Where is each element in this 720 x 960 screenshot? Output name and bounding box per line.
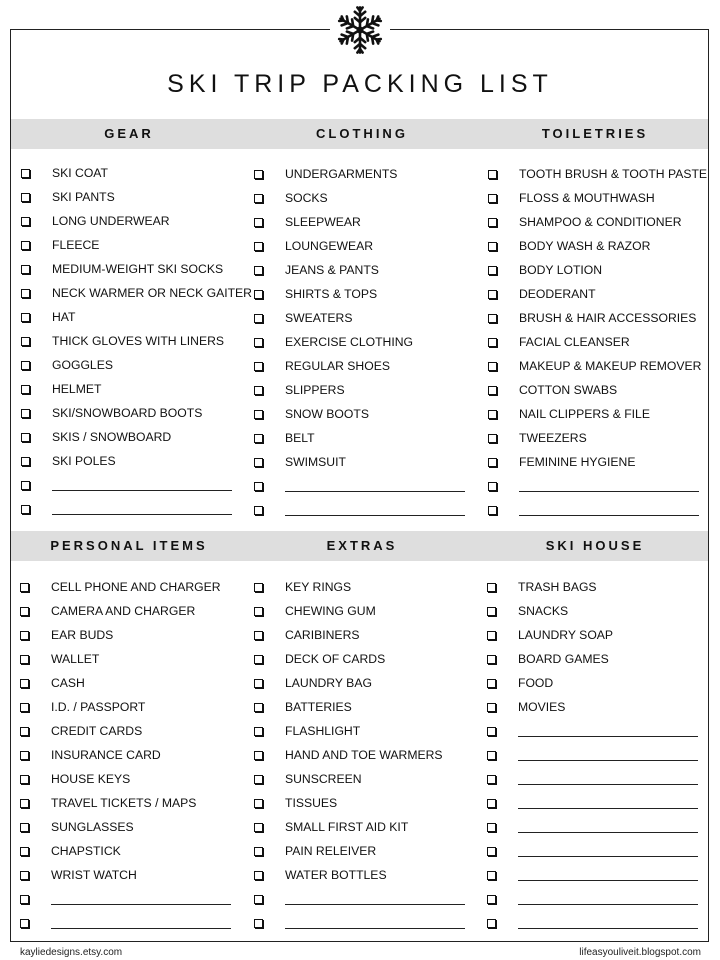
checklist-item-label: JEANS & PANTS bbox=[285, 263, 379, 277]
checklist-item[interactable] bbox=[20, 743, 250, 767]
section-heading-personal-items: PERSONAL ITEMS bbox=[50, 538, 208, 553]
checkbox-icon[interactable] bbox=[254, 242, 263, 251]
checkbox-icon[interactable] bbox=[488, 410, 497, 419]
checklist-item-label: WALLET bbox=[51, 652, 100, 666]
section-heading-extras: EXTRAS bbox=[326, 538, 398, 553]
blank-checklist-item[interactable] bbox=[487, 887, 717, 911]
checkbox-icon[interactable] bbox=[20, 655, 29, 664]
checklist-item-label: LAUNDRY BAG bbox=[285, 676, 372, 690]
checklist-item-label: WATER BOTTLES bbox=[285, 868, 387, 882]
checklist-item-label: CHEWING GUM bbox=[285, 604, 376, 618]
checklist-item[interactable] bbox=[254, 234, 484, 258]
ski-house-list bbox=[487, 575, 717, 935]
checklist-item-label: FEMININE HYGIENE bbox=[519, 455, 636, 469]
checkbox-icon[interactable] bbox=[21, 193, 30, 202]
checklist-item-label: SKI POLES bbox=[52, 454, 116, 468]
checkbox-icon[interactable] bbox=[254, 386, 263, 395]
checkbox-icon[interactable] bbox=[487, 679, 496, 688]
write-in-line[interactable] bbox=[285, 504, 465, 516]
checkbox-icon[interactable] bbox=[254, 799, 263, 808]
checkbox-icon[interactable] bbox=[488, 314, 497, 323]
blank-checklist-item[interactable] bbox=[21, 497, 251, 521]
write-in-line[interactable] bbox=[51, 893, 231, 905]
checkbox-icon[interactable] bbox=[254, 338, 263, 347]
checklist-item-label: EAR BUDS bbox=[51, 628, 114, 642]
checkbox-icon[interactable] bbox=[254, 703, 263, 712]
blank-checklist-item[interactable] bbox=[254, 887, 484, 911]
checkbox-icon[interactable] bbox=[21, 337, 30, 346]
checklist-item-label: BODY LOTION bbox=[519, 263, 603, 277]
write-in-line[interactable] bbox=[518, 773, 698, 785]
checklist-item-label: TRASH BAGS bbox=[518, 580, 597, 594]
checkbox-icon[interactable] bbox=[254, 607, 263, 616]
blank-checklist-item[interactable] bbox=[487, 719, 717, 743]
checkbox-icon[interactable] bbox=[21, 385, 30, 394]
blank-checklist-item[interactable] bbox=[487, 863, 717, 887]
gear-list bbox=[21, 161, 251, 521]
blank-checklist-item[interactable] bbox=[254, 911, 484, 935]
blank-checklist-item[interactable] bbox=[254, 498, 484, 522]
checkbox-icon[interactable] bbox=[487, 751, 496, 760]
checklist-item-label: BODY WASH & RAZOR bbox=[519, 239, 651, 253]
page-title: SKI TRIP PACKING LIST bbox=[167, 70, 553, 98]
checklist-item-label: EXERCISE CLOTHING bbox=[285, 335, 413, 349]
checkbox-icon[interactable] bbox=[487, 895, 496, 904]
clothing-list bbox=[254, 162, 484, 522]
checkbox-icon[interactable] bbox=[487, 871, 496, 880]
checklist-item[interactable] bbox=[20, 647, 250, 671]
checkbox-icon[interactable] bbox=[254, 290, 263, 299]
blank-checklist-item[interactable] bbox=[20, 887, 250, 911]
checklist-item-label: I.D. / PASSPORT bbox=[51, 700, 146, 714]
checklist-item[interactable] bbox=[487, 671, 717, 695]
checkbox-icon[interactable] bbox=[487, 655, 496, 664]
checklist-item-label: BATTERIES bbox=[285, 700, 352, 714]
write-in-line[interactable] bbox=[518, 869, 698, 881]
checklist-item[interactable] bbox=[487, 647, 717, 671]
checklist-item[interactable] bbox=[21, 353, 251, 377]
checklist-item[interactable] bbox=[488, 186, 718, 210]
checkbox-icon[interactable] bbox=[488, 482, 497, 491]
checklist-item[interactable] bbox=[488, 234, 718, 258]
checklist-item-label: CREDIT CARDS bbox=[51, 724, 143, 738]
checklist-item[interactable] bbox=[488, 378, 718, 402]
checklist-item[interactable] bbox=[254, 575, 484, 599]
blank-checklist-item[interactable] bbox=[487, 743, 717, 767]
checkbox-icon[interactable] bbox=[21, 361, 30, 370]
checkbox-icon[interactable] bbox=[20, 823, 29, 832]
write-in-line[interactable] bbox=[52, 503, 232, 515]
write-in-line[interactable] bbox=[518, 821, 698, 833]
checklist-item-label: BOARD GAMES bbox=[518, 652, 609, 666]
checkbox-icon[interactable] bbox=[254, 631, 263, 640]
checklist-item[interactable] bbox=[20, 575, 250, 599]
checklist-item-label: SMALL FIRST AID KIT bbox=[285, 820, 409, 834]
checklist-item-label: FLEECE bbox=[52, 238, 100, 252]
checkbox-icon[interactable] bbox=[254, 919, 263, 928]
checkbox-icon[interactable] bbox=[21, 265, 30, 274]
section-heading-ski-house: SKI HOUSE bbox=[545, 538, 645, 553]
checkbox-icon[interactable] bbox=[254, 775, 263, 784]
checkbox-icon[interactable] bbox=[21, 217, 30, 226]
checklist-item[interactable] bbox=[254, 647, 484, 671]
checklist-item[interactable] bbox=[488, 258, 718, 282]
blank-checklist-item[interactable] bbox=[20, 911, 250, 935]
checkbox-icon[interactable] bbox=[20, 607, 29, 616]
checkbox-icon[interactable] bbox=[20, 919, 29, 928]
checkbox-icon[interactable] bbox=[20, 847, 29, 856]
checklist-item[interactable] bbox=[20, 815, 250, 839]
checklist-item-label: UNDERGARMENTS bbox=[285, 167, 398, 181]
checkbox-icon[interactable] bbox=[21, 505, 30, 514]
checklist-item-label: COTTON SWABS bbox=[519, 383, 618, 397]
checkbox-icon[interactable] bbox=[254, 727, 263, 736]
checkbox-icon[interactable] bbox=[20, 751, 29, 760]
checklist-item-label: WRIST WATCH bbox=[51, 868, 137, 882]
footer-right-credit: lifeasyouliveit.blogspot.com bbox=[579, 947, 701, 958]
blank-checklist-item[interactable] bbox=[487, 767, 717, 791]
checklist-item-label: SNACKS bbox=[518, 604, 569, 618]
checklist-item[interactable] bbox=[20, 839, 250, 863]
checklist-item[interactable] bbox=[20, 863, 250, 887]
checkbox-icon[interactable] bbox=[488, 386, 497, 395]
checkbox-icon[interactable] bbox=[488, 338, 497, 347]
checkbox-icon[interactable] bbox=[487, 607, 496, 616]
checklist-item[interactable] bbox=[254, 210, 484, 234]
checklist-item-label: LOUNGEWEAR bbox=[285, 239, 374, 253]
checklist-item[interactable] bbox=[254, 767, 484, 791]
checkbox-icon[interactable] bbox=[254, 679, 263, 688]
write-in-line[interactable] bbox=[285, 893, 465, 905]
checkbox-icon[interactable] bbox=[487, 847, 496, 856]
checklist-item-label: MOVIES bbox=[518, 700, 566, 714]
checkbox-icon[interactable] bbox=[20, 703, 29, 712]
checklist-item[interactable] bbox=[488, 426, 718, 450]
checkbox-icon[interactable] bbox=[254, 583, 263, 592]
checklist-item[interactable] bbox=[254, 863, 484, 887]
checkbox-icon[interactable] bbox=[488, 170, 497, 179]
checkbox-icon[interactable] bbox=[20, 895, 29, 904]
checklist-item[interactable] bbox=[488, 162, 718, 186]
checklist-item-label: FLASHLIGHT bbox=[285, 724, 361, 738]
checklist-item-label: CASH bbox=[51, 676, 85, 690]
checkbox-icon[interactable] bbox=[488, 242, 497, 251]
checkbox-icon[interactable] bbox=[254, 434, 263, 443]
checklist-item-label: FOOD bbox=[518, 676, 554, 690]
checklist-item[interactable] bbox=[254, 623, 484, 647]
checklist-item[interactable] bbox=[20, 599, 250, 623]
checkbox-icon[interactable] bbox=[488, 458, 497, 467]
checklist-item[interactable] bbox=[20, 695, 250, 719]
checklist-item[interactable] bbox=[21, 449, 251, 473]
checklist-item-label: SKI/SNOWBOARD BOOTS bbox=[52, 406, 203, 420]
checklist-item[interactable] bbox=[21, 161, 251, 185]
checklist-item[interactable] bbox=[254, 695, 484, 719]
checklist-item[interactable] bbox=[254, 282, 484, 306]
checklist-item[interactable] bbox=[20, 767, 250, 791]
checklist-item[interactable] bbox=[21, 425, 251, 449]
checklist-item-label: LAUNDRY SOAP bbox=[518, 628, 614, 642]
checklist-item[interactable] bbox=[21, 209, 251, 233]
checklist-item[interactable] bbox=[21, 233, 251, 257]
checklist-item[interactable] bbox=[254, 378, 484, 402]
checkbox-icon[interactable] bbox=[488, 266, 497, 275]
checklist-item-label: SKI PANTS bbox=[52, 190, 115, 204]
checklist-item[interactable] bbox=[254, 719, 484, 743]
checklist-item-label: BRUSH & HAIR ACCESSORIES bbox=[519, 311, 697, 325]
checklist-item[interactable] bbox=[254, 330, 484, 354]
checkbox-icon[interactable] bbox=[21, 457, 30, 466]
blank-checklist-item[interactable] bbox=[487, 815, 717, 839]
checkbox-icon[interactable] bbox=[20, 583, 29, 592]
checkbox-icon[interactable] bbox=[487, 631, 496, 640]
checklist-item[interactable] bbox=[254, 839, 484, 863]
checklist-item[interactable] bbox=[21, 185, 251, 209]
section-heading-gear: GEAR bbox=[104, 126, 154, 141]
write-in-line[interactable] bbox=[518, 725, 698, 737]
checklist-item[interactable] bbox=[487, 623, 717, 647]
checkbox-icon[interactable] bbox=[21, 289, 30, 298]
checklist-item[interactable] bbox=[488, 354, 718, 378]
checklist-item-label: LONG UNDERWEAR bbox=[52, 214, 170, 228]
checklist-item[interactable] bbox=[254, 450, 484, 474]
checklist-item-label: THICK GLOVES WITH LINERS bbox=[52, 334, 225, 348]
checklist-item-label: CHAPSTICK bbox=[51, 844, 121, 858]
blank-checklist-item[interactable] bbox=[21, 473, 251, 497]
checklist-item[interactable] bbox=[488, 282, 718, 306]
checkbox-icon[interactable] bbox=[254, 823, 263, 832]
checkbox-icon[interactable] bbox=[254, 655, 263, 664]
checklist-item[interactable] bbox=[254, 354, 484, 378]
checkbox-icon[interactable] bbox=[21, 169, 30, 178]
blank-checklist-item[interactable] bbox=[487, 791, 717, 815]
checklist-item-label: FLOSS & MOUTHWASH bbox=[519, 191, 655, 205]
checkbox-icon[interactable] bbox=[20, 631, 29, 640]
checklist-item[interactable] bbox=[21, 257, 251, 281]
checkbox-icon[interactable] bbox=[487, 823, 496, 832]
checkbox-icon[interactable] bbox=[20, 727, 29, 736]
blank-checklist-item[interactable] bbox=[488, 474, 718, 498]
checklist-item[interactable] bbox=[21, 377, 251, 401]
checklist-item[interactable] bbox=[254, 791, 484, 815]
checklist-item[interactable] bbox=[488, 210, 718, 234]
checklist-item-label: BELT bbox=[285, 431, 315, 445]
checkbox-icon[interactable] bbox=[254, 458, 263, 467]
checklist-item[interactable] bbox=[21, 329, 251, 353]
checklist-item[interactable] bbox=[487, 695, 717, 719]
checklist-item-label: INSURANCE CARD bbox=[51, 748, 161, 762]
checklist-item[interactable] bbox=[487, 599, 717, 623]
write-in-line[interactable] bbox=[518, 845, 698, 857]
write-in-line[interactable] bbox=[285, 917, 465, 929]
blank-checklist-item[interactable] bbox=[488, 498, 718, 522]
checkbox-icon[interactable] bbox=[21, 313, 30, 322]
checklist-item-label: CARIBINERS bbox=[285, 628, 360, 642]
write-in-line[interactable] bbox=[285, 480, 465, 492]
write-in-line[interactable] bbox=[518, 797, 698, 809]
checkbox-icon[interactable] bbox=[254, 895, 263, 904]
checkbox-icon[interactable] bbox=[254, 314, 263, 323]
checklist-item[interactable] bbox=[20, 719, 250, 743]
checkbox-icon[interactable] bbox=[20, 679, 29, 688]
checkbox-icon[interactable] bbox=[21, 433, 30, 442]
checklist-item-label: SWEATERS bbox=[285, 311, 353, 325]
checklist-item-label: FACIAL CLEANSER bbox=[519, 335, 630, 349]
section-heading-clothing: CLOTHING bbox=[316, 126, 408, 141]
checkbox-icon[interactable] bbox=[488, 362, 497, 371]
checklist-item-label: HOUSE KEYS bbox=[51, 772, 131, 786]
checkbox-icon[interactable] bbox=[254, 506, 263, 515]
checklist-item-label: HELMET bbox=[52, 382, 102, 396]
checkbox-icon[interactable] bbox=[254, 847, 263, 856]
checklist-item[interactable] bbox=[20, 623, 250, 647]
extras-list bbox=[254, 575, 484, 935]
checkbox-icon[interactable] bbox=[20, 775, 29, 784]
checkbox-icon[interactable] bbox=[254, 871, 263, 880]
checklist-item-label: GOGGLES bbox=[52, 358, 113, 372]
checklist-item-label: MAKEUP & MAKEUP REMOVER bbox=[519, 359, 702, 373]
checklist-item-label: SHAMPOO & CONDITIONER bbox=[519, 215, 682, 229]
checklist-item[interactable] bbox=[20, 671, 250, 695]
checkbox-icon[interactable] bbox=[21, 409, 30, 418]
checklist-item[interactable] bbox=[254, 743, 484, 767]
checkbox-icon[interactable] bbox=[254, 218, 263, 227]
toiletries-list bbox=[488, 162, 718, 522]
checklist-item-label: SKI COAT bbox=[52, 166, 108, 180]
checklist-item-label: REGULAR SHOES bbox=[285, 359, 390, 373]
checklist-item-label: TISSUES bbox=[285, 796, 338, 810]
checklist-item-label: NAIL CLIPPERS & FILE bbox=[519, 407, 650, 421]
checkbox-icon[interactable] bbox=[487, 727, 496, 736]
footer-left-credit: kayliedesigns.etsy.com bbox=[20, 947, 123, 958]
checklist-item-label: SLIPPERS bbox=[285, 383, 345, 397]
checkbox-icon[interactable] bbox=[21, 481, 30, 490]
checklist-item[interactable] bbox=[254, 426, 484, 450]
checkbox-icon[interactable] bbox=[20, 799, 29, 808]
checkbox-icon[interactable] bbox=[254, 266, 263, 275]
write-in-line[interactable] bbox=[519, 504, 699, 516]
checklist-item-label: DEODERANT bbox=[519, 287, 596, 301]
checklist-item-label: MEDIUM-WEIGHT SKI SOCKS bbox=[52, 262, 224, 276]
write-in-line[interactable] bbox=[518, 893, 698, 905]
blank-checklist-item[interactable] bbox=[254, 474, 484, 498]
checkbox-icon[interactable] bbox=[254, 410, 263, 419]
checklist-item[interactable] bbox=[488, 450, 718, 474]
checklist-item[interactable] bbox=[21, 305, 251, 329]
checklist-item[interactable] bbox=[488, 306, 718, 330]
checkbox-icon[interactable] bbox=[488, 194, 497, 203]
checklist-item[interactable] bbox=[488, 402, 718, 426]
blank-checklist-item[interactable] bbox=[487, 839, 717, 863]
checkbox-icon[interactable] bbox=[254, 362, 263, 371]
checkbox-icon[interactable] bbox=[254, 751, 263, 760]
checkbox-icon[interactable] bbox=[488, 506, 497, 515]
checklist-item[interactable] bbox=[254, 306, 484, 330]
write-in-line[interactable] bbox=[52, 479, 232, 491]
checkbox-icon[interactable] bbox=[254, 194, 263, 203]
checklist-item-label: SUNSCREEN bbox=[285, 772, 362, 786]
write-in-line[interactable] bbox=[518, 917, 698, 929]
checkbox-icon[interactable] bbox=[20, 871, 29, 880]
checklist-item[interactable] bbox=[21, 401, 251, 425]
checklist-item-label: HAT bbox=[52, 310, 76, 324]
checklist-item-label: SKIS / SNOWBOARD bbox=[52, 430, 172, 444]
checklist-item-label: CAMERA AND CHARGER bbox=[51, 604, 196, 618]
checkbox-icon[interactable] bbox=[487, 703, 496, 712]
checkbox-icon[interactable] bbox=[21, 241, 30, 250]
checklist-item-label: SWIMSUIT bbox=[285, 455, 346, 469]
checklist-item-label: SUNGLASSES bbox=[51, 820, 134, 834]
checkbox-icon[interactable] bbox=[487, 919, 496, 928]
checkbox-icon[interactable] bbox=[487, 775, 496, 784]
checklist-item[interactable] bbox=[21, 281, 251, 305]
checklist-item-label: HAND AND TOE WARMERS bbox=[285, 748, 443, 762]
checklist-item[interactable] bbox=[254, 162, 484, 186]
write-in-line[interactable] bbox=[518, 749, 698, 761]
checklist-item-label: PAIN RELEIVER bbox=[285, 844, 377, 858]
checklist-item[interactable] bbox=[254, 671, 484, 695]
checklist-item[interactable] bbox=[254, 258, 484, 282]
checklist-item[interactable] bbox=[20, 791, 250, 815]
checklist-item[interactable] bbox=[254, 815, 484, 839]
section-heading-toiletries: TOILETRIES bbox=[541, 126, 649, 141]
checklist-item-label: SLEEPWEAR bbox=[285, 215, 361, 229]
checklist-item[interactable] bbox=[254, 402, 484, 426]
checklist-item-label: SNOW BOOTS bbox=[285, 407, 369, 421]
checklist-item-label: NECK WARMER OR NECK GAITER bbox=[52, 286, 252, 300]
checkbox-icon[interactable] bbox=[487, 799, 496, 808]
checklist-item-label: TWEEZERS bbox=[519, 431, 587, 445]
checkbox-icon[interactable] bbox=[254, 170, 263, 179]
checklist-item-label: SOCKS bbox=[285, 191, 328, 205]
checkbox-icon[interactable] bbox=[487, 583, 496, 592]
checklist-item-label: TOOTH BRUSH & TOOTH PASTE bbox=[519, 167, 708, 181]
blank-checklist-item[interactable] bbox=[487, 911, 717, 935]
write-in-line[interactable] bbox=[519, 480, 699, 492]
checklist-item[interactable] bbox=[254, 186, 484, 210]
checkbox-icon[interactable] bbox=[488, 434, 497, 443]
checklist-item[interactable] bbox=[487, 575, 717, 599]
snowflake-icon bbox=[330, 0, 390, 60]
checklist-item-label: SHIRTS & TOPS bbox=[285, 287, 378, 301]
checklist-item-label: TRAVEL TICKETS / MAPS bbox=[51, 796, 197, 810]
personal-items-list bbox=[20, 575, 250, 935]
checkbox-icon[interactable] bbox=[488, 290, 497, 299]
checkbox-icon[interactable] bbox=[488, 218, 497, 227]
checklist-item[interactable] bbox=[254, 599, 484, 623]
checklist-item-label: KEY RINGS bbox=[285, 580, 352, 594]
checklist-item[interactable] bbox=[488, 330, 718, 354]
checkbox-icon[interactable] bbox=[254, 482, 263, 491]
write-in-line[interactable] bbox=[51, 917, 231, 929]
checklist-item-label: DECK OF CARDS bbox=[285, 652, 386, 666]
checklist-item-label: CELL PHONE AND CHARGER bbox=[51, 580, 221, 594]
